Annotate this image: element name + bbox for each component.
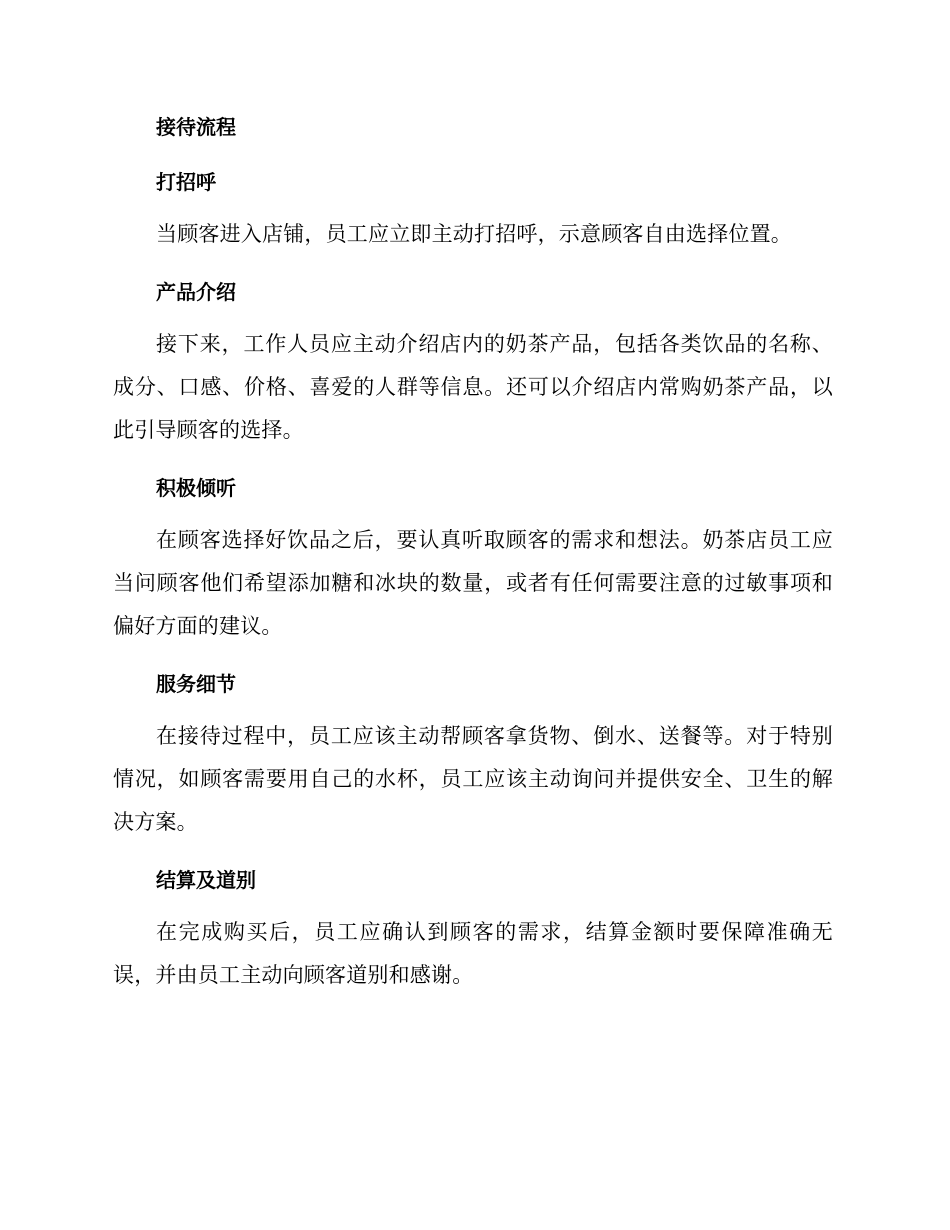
document-title: 接待流程 (156, 115, 236, 139)
section-heading: 打招呼 (156, 170, 216, 194)
section-heading: 产品介绍 (156, 280, 236, 304)
section-product-intro (113, 273, 833, 452)
section-heading: 积极倾听 (156, 476, 236, 500)
section-paragraph: 接下来，工作人员应主动介绍店内的奶茶产品，包括各类饮品的名称、成分、口感、价格、喜爱的人群等信息。还可以介绍店内常购奶茶产品，以此引导顾客的选择。 (113, 332, 833, 442)
section-checkout-farewell (113, 861, 833, 997)
document-content (113, 108, 833, 997)
section-paragraph: 在接待过程中，员工应该主动帮顾客拿货物、倒水、送餐等。对于特别情况，如顾客需要用自己的水杯，员工应该主动询问并提供安全、卫生的解决方案。 (113, 724, 833, 834)
section-paragraph: 在顾客选择好饮品之后，要认真听取顾客的需求和想法。奶茶店员工应当问顾客他们希望添加糖和冰块的数量，或者有任何需要注意的过敏事项和偏好方面的建议。 (113, 528, 833, 638)
section-heading: 结算及道别 (156, 868, 256, 892)
section-heading: 服务细节 (156, 672, 236, 696)
section-paragraph: 在完成购买后，员工应确认到顾客的需求，结算金额时要保障准确无误，并由员工主动向顾客道别和感谢。 (113, 920, 833, 987)
section-service-details (113, 665, 833, 844)
section-paragraph: 当顾客进入店铺，员工应立即主动打招呼，示意顾客自由选择位置。 (156, 222, 792, 246)
section-greeting (113, 163, 833, 256)
section-active-listening (113, 469, 833, 648)
